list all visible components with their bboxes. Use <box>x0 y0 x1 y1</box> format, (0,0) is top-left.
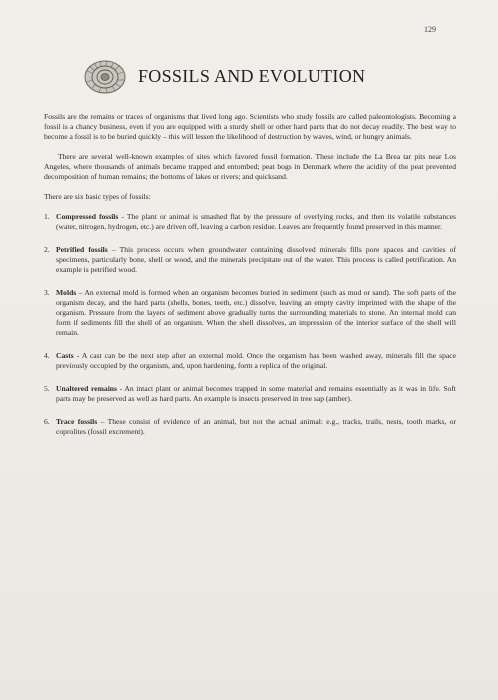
paragraph-intro: Fossils are the remains or traces of organisms that lived long ago. Scientists who study fossils are called paleontologists. Becoming a fossil is a chancy business, even if you are equipped with a sturdy shell or other hard parts that do not decay readily. The best way to become a fossil is to be buried quickly – this will lessen the likelihood of destruction by waves, wind, or hungry animals. <box>44 112 456 141</box>
list-item-number: 2. <box>44 245 50 254</box>
title-row <box>82 56 365 96</box>
list-item-name: Trace fossils <box>56 417 98 426</box>
fossil-types-list <box>44 212 456 437</box>
list-item <box>44 417 456 437</box>
list-item-number: 3. <box>44 288 50 297</box>
list-item-name: Petrified fossils <box>56 245 108 254</box>
document-body <box>44 112 456 450</box>
ammonite-shell-icon <box>82 56 128 96</box>
list-item <box>44 245 456 275</box>
list-item <box>44 351 456 371</box>
page-number: 129 <box>424 25 436 34</box>
paragraph-sites: There are several well-known examples of sites which favored fossil formation. These include the La Brea tar pits near Los Angeles, where thousands of animals became trapped and entombed; peat bogs in Denmark where the acidity of the peat prevented decomposition of human remains; the bottoms of lakes or rivers; and quicksand. <box>44 152 456 181</box>
list-item-text: - The plant or animal is smashed flat by the pressure of overlying rocks, and then its volatile substances (water, nitrogen, hydrogen, etc.) are driven off, leaving a carbon residue. Leaves are frequently found preserved in this manner. <box>56 212 456 231</box>
list-item-name: Compressed fossils <box>56 212 119 221</box>
list-item-text: – An external mold is formed when an organism becomes buried in sediment (such as mud or sand). The soft parts of the organism decay, and the hard parts (shells, bones, teeth, etc.) dissolve, leaving an empty cavity imprinted with the shape of the organism. Pressure from the layers of sediment above gradually turns the surrounding materials to stone. An internal mold can form if sediments fill the shell of an organism. When the shell dissolves, an impression of the interior surface of the shell will remain. <box>56 288 456 337</box>
list-item-name: Casts <box>56 351 74 360</box>
list-item-text: – This process occurs when groundwater containing dissolved minerals fills pore spaces and cavities of specimens, particularly bone, shell or wood, and the minerals precipitate out of the water. This process is called petrification. An example is petrified wood. <box>56 245 456 274</box>
list-item-name: Unaltered remains <box>56 384 117 393</box>
fossil-types-intro: There are six basic types of fossils: <box>44 192 151 201</box>
list-item-text: - An intact plant or animal becomes trapped in some material and remains essentially as it was in life. Soft parts may be preserved as well as hard parts. An example is insects preserved in tree sap (amber). <box>56 384 456 403</box>
list-item-text: - A cast can be the next step after an external mold. Once the organism has been washed away, minerals fill the space previously occupied by the organism, and, upon hardening, form a replica of the original. <box>56 351 456 370</box>
list-item <box>44 212 456 232</box>
list-item-number: 4. <box>44 351 50 360</box>
list-item <box>44 288 456 338</box>
list-item <box>44 384 456 404</box>
list-item-name: Molds <box>56 288 77 297</box>
page-title: FOSSILS AND EVOLUTION <box>138 65 366 86</box>
list-item-number: 6. <box>44 417 50 426</box>
list-item-text: – These consist of evidence of an animal, but not the actual animal: e.g., tracks, trails, nests, tooth marks, or coprolites (fossil excrement). <box>56 417 456 436</box>
list-item-number: 1. <box>44 212 50 221</box>
list-item-number: 5. <box>44 384 50 393</box>
